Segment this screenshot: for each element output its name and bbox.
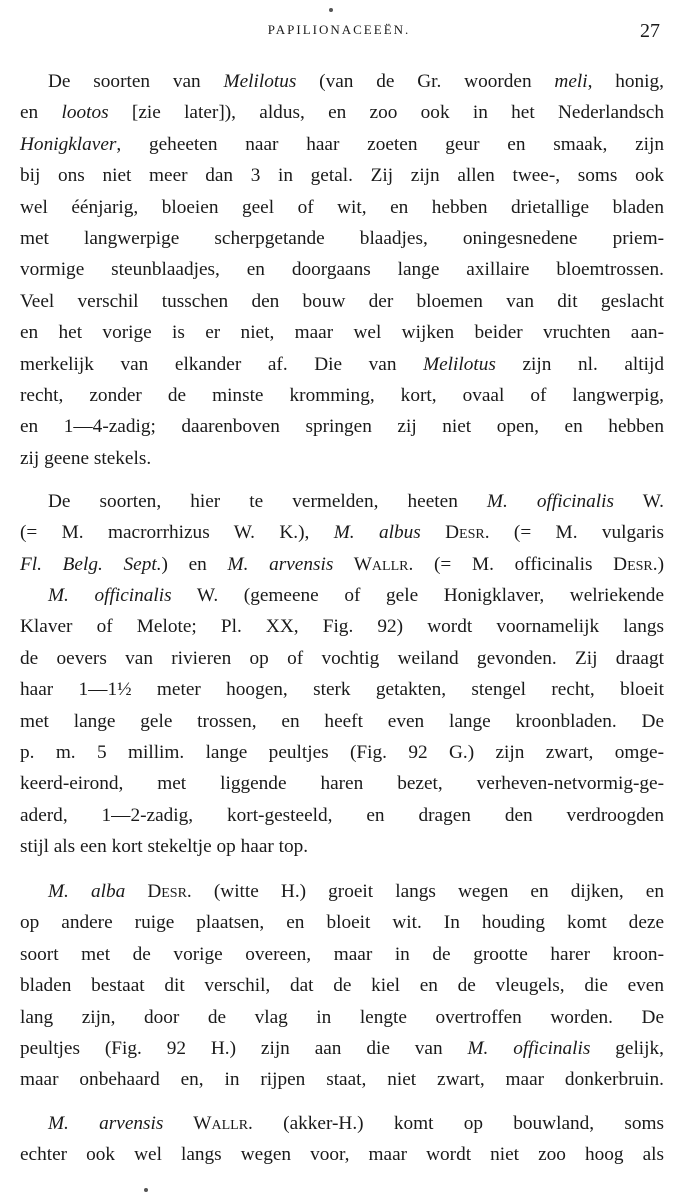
text-line: peultjes (Fig. 92 H.) zijn aan die van M. officinalis gelijk, <box>20 1038 664 1060</box>
text-line: bladen bestaat dit verschil, dat de kiel en de vleugels, die even <box>20 975 664 997</box>
text-line: M. arvensis Wallr. (akker-H.) komt op bouwland, soms <box>48 1113 665 1134</box>
text-line: echter ook wel langs wegen voor, maar wordt niet zoo hoog als <box>20 1144 664 1166</box>
text-line: Veel verschil tusschen den bouw der bloemen van dit geslacht <box>20 290 664 312</box>
text-line: en het vorige is er niet, maar wel wijken beider vruchten aan- <box>20 322 664 344</box>
text-line: zij geene stekels. <box>20 447 152 469</box>
text-line: de oevers van rivieren op of vochtig weiland gevonden. Zij draagt <box>20 647 664 669</box>
text-line: wel éénjarig, bloeien geel of wit, en hebben drietallige bladen <box>20 196 664 218</box>
paragraph-arvensis <box>20 1108 664 1171</box>
print-speck <box>144 1188 148 1192</box>
text-line: merkelijk van elkander af. Die van Melilotus zijn nl. altijd <box>20 353 665 375</box>
text-line: aderd, 1—2-zadig, kort-gesteeld, en dragen den verdroogden <box>20 804 664 826</box>
text-line: Klaver of Melote; Pl. XX, Fig. 92) wordt voornamelijk langs <box>20 616 664 638</box>
text-line: De soorten, hier te vermelden, heeten M. officinalis W. <box>48 491 664 512</box>
text-line: M. officinalis W. (gemeene of gele Honigklaver, welriekende <box>48 585 665 606</box>
page-number: 27 <box>640 20 660 42</box>
text-line: met lange gele trossen, en heeft even lange kroonbladen. De <box>20 710 664 732</box>
text-line: Honigklaver, geheeten naar haar zoeten geur en smaak, zijn <box>20 133 664 155</box>
text-line: Fl. Belg. Sept.) en M. arvensis Wallr. (= M. officinalis Desr.) <box>20 553 664 575</box>
print-speck <box>329 8 333 12</box>
paragraph-alba <box>20 876 664 1096</box>
text-line: (= M. macrorrhizus W. K.), M. albus Desr. (= M. vulgaris <box>20 522 665 544</box>
paragraph-species-list <box>20 486 664 580</box>
text-line: op andere ruige plaatsen, en bloeit wit. In houding komt deze <box>20 912 664 934</box>
text-line: M. alba Desr. (witte H.) groeit langs wegen en dijken, en <box>48 881 664 902</box>
text-line: haar 1—1½ meter hoogen, sterk getakten, stengel recht, bloeit <box>20 679 664 701</box>
paragraph-genus-intro <box>20 66 664 474</box>
text-line: De soorten van Melilotus (van de Gr. woorden meli, honig, <box>48 71 664 92</box>
running-title: PAPILIONACEEËN. <box>267 22 411 37</box>
text-line: met langwerpige scherpgetande blaadjes, oningesnedene priem- <box>20 228 664 250</box>
text-line: stijl als een kort stekeltje op haar top. <box>20 836 309 858</box>
text-line: lang zijn, door de vlag in lengte overtroffen worden. De <box>20 1006 664 1028</box>
text-line: p. m. 5 millim. lange peultjes (Fig. 92 G.) zijn zwart, omge- <box>20 742 664 764</box>
text-line: keerd-eirond, met liggende haren bezet, verheven-netvormig-ge- <box>20 773 664 795</box>
text-line: recht, zonder de minste kromming, kort, ovaal of langwerpig, <box>20 385 664 407</box>
text-line: bij ons niet meer dan 3 in getal. Zij zijn allen twee-, soms ook <box>20 165 664 187</box>
text-line: maar onbehaard en, in rijpen staat, niet zwart, maar donkerbruin. <box>20 1069 664 1091</box>
text-line: soort met de vorige overeen, maar in de grootte harer kroon- <box>20 943 664 965</box>
text-line: en lootos [zie later]), aldus, en zoo ook in het Nederlandsch <box>20 102 664 124</box>
paragraph-officinalis <box>20 580 664 863</box>
text-line: en 1—4-zadig; daarenboven springen zij niet open, en hebben <box>20 416 664 438</box>
text-line: vormige steunblaadjes, en doorgaans lange axillaire bloemtrossen. <box>20 259 664 281</box>
running-header <box>0 20 678 44</box>
